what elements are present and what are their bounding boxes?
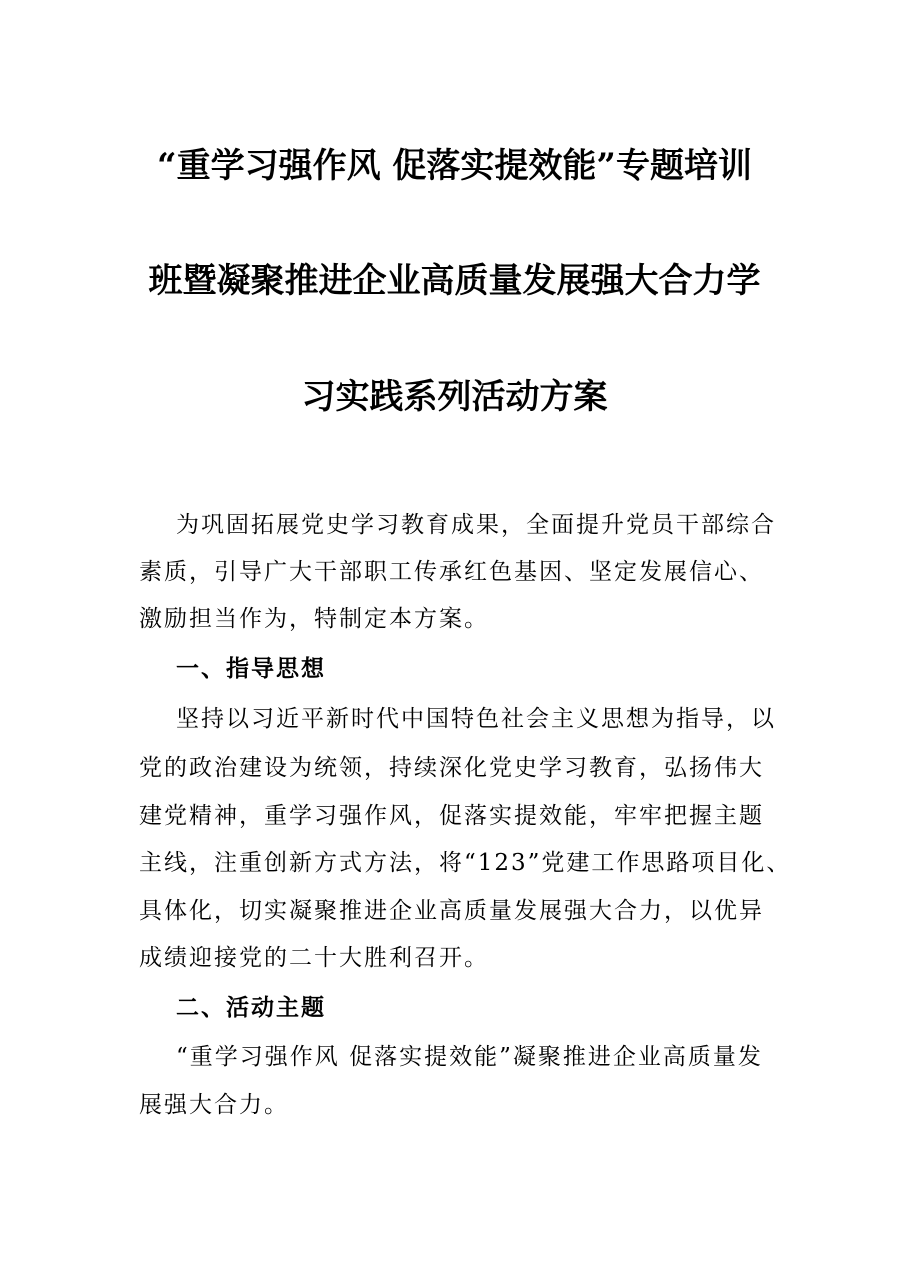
guiding-thought-line-6: 成绩迎接党的二十大胜利召开。 <box>139 945 489 971</box>
section-heading-activity-theme: 二、活动主题 <box>176 994 326 1021</box>
guiding-thought-line-5: 具体化，切实凝聚推进企业高质量发展强大合力，以优异 <box>139 898 764 924</box>
guiding-thought-line-3: 建党精神，重学习强作风，促落实提效能，牢牢把握主题 <box>139 803 764 829</box>
document-title-line-2: 班暨凝聚推进企业高质量发展强大合力学 <box>148 261 761 301</box>
guiding-thought-line-1: 坚持以习近平新时代中国特色社会主义思想为指导，以 <box>176 706 776 732</box>
document-title-line-3: 习实践系列活动方案 <box>301 377 608 417</box>
intro-paragraph-line-1: 为巩固拓展党史学习教育成果，全面提升党员干部综合 <box>176 512 776 538</box>
activity-theme-line-2: 展强大合力。 <box>139 1092 289 1118</box>
guiding-thought-line-4: 主线，注重创新方式方法，将“123”党建工作思路项目化、 <box>139 850 792 876</box>
section-heading-guiding-thought: 一、指导思想 <box>176 655 326 682</box>
document-title-line-1: “重学习强作风 促落实提效能”专题培训 <box>157 146 752 186</box>
guiding-thought-line-2: 党的政治建设为统领，持续深化党史学习教育，弘扬伟大 <box>139 755 764 781</box>
intro-paragraph-line-3: 激励担当作为，特制定本方案。 <box>139 606 489 632</box>
intro-paragraph-line-2: 素质，引导广大干部职工传承红色基因、坚定发展信心、 <box>139 559 764 585</box>
activity-theme-line-1: “重学习强作风 促落实提效能”凝聚推进企业高质量发 <box>176 1044 763 1070</box>
